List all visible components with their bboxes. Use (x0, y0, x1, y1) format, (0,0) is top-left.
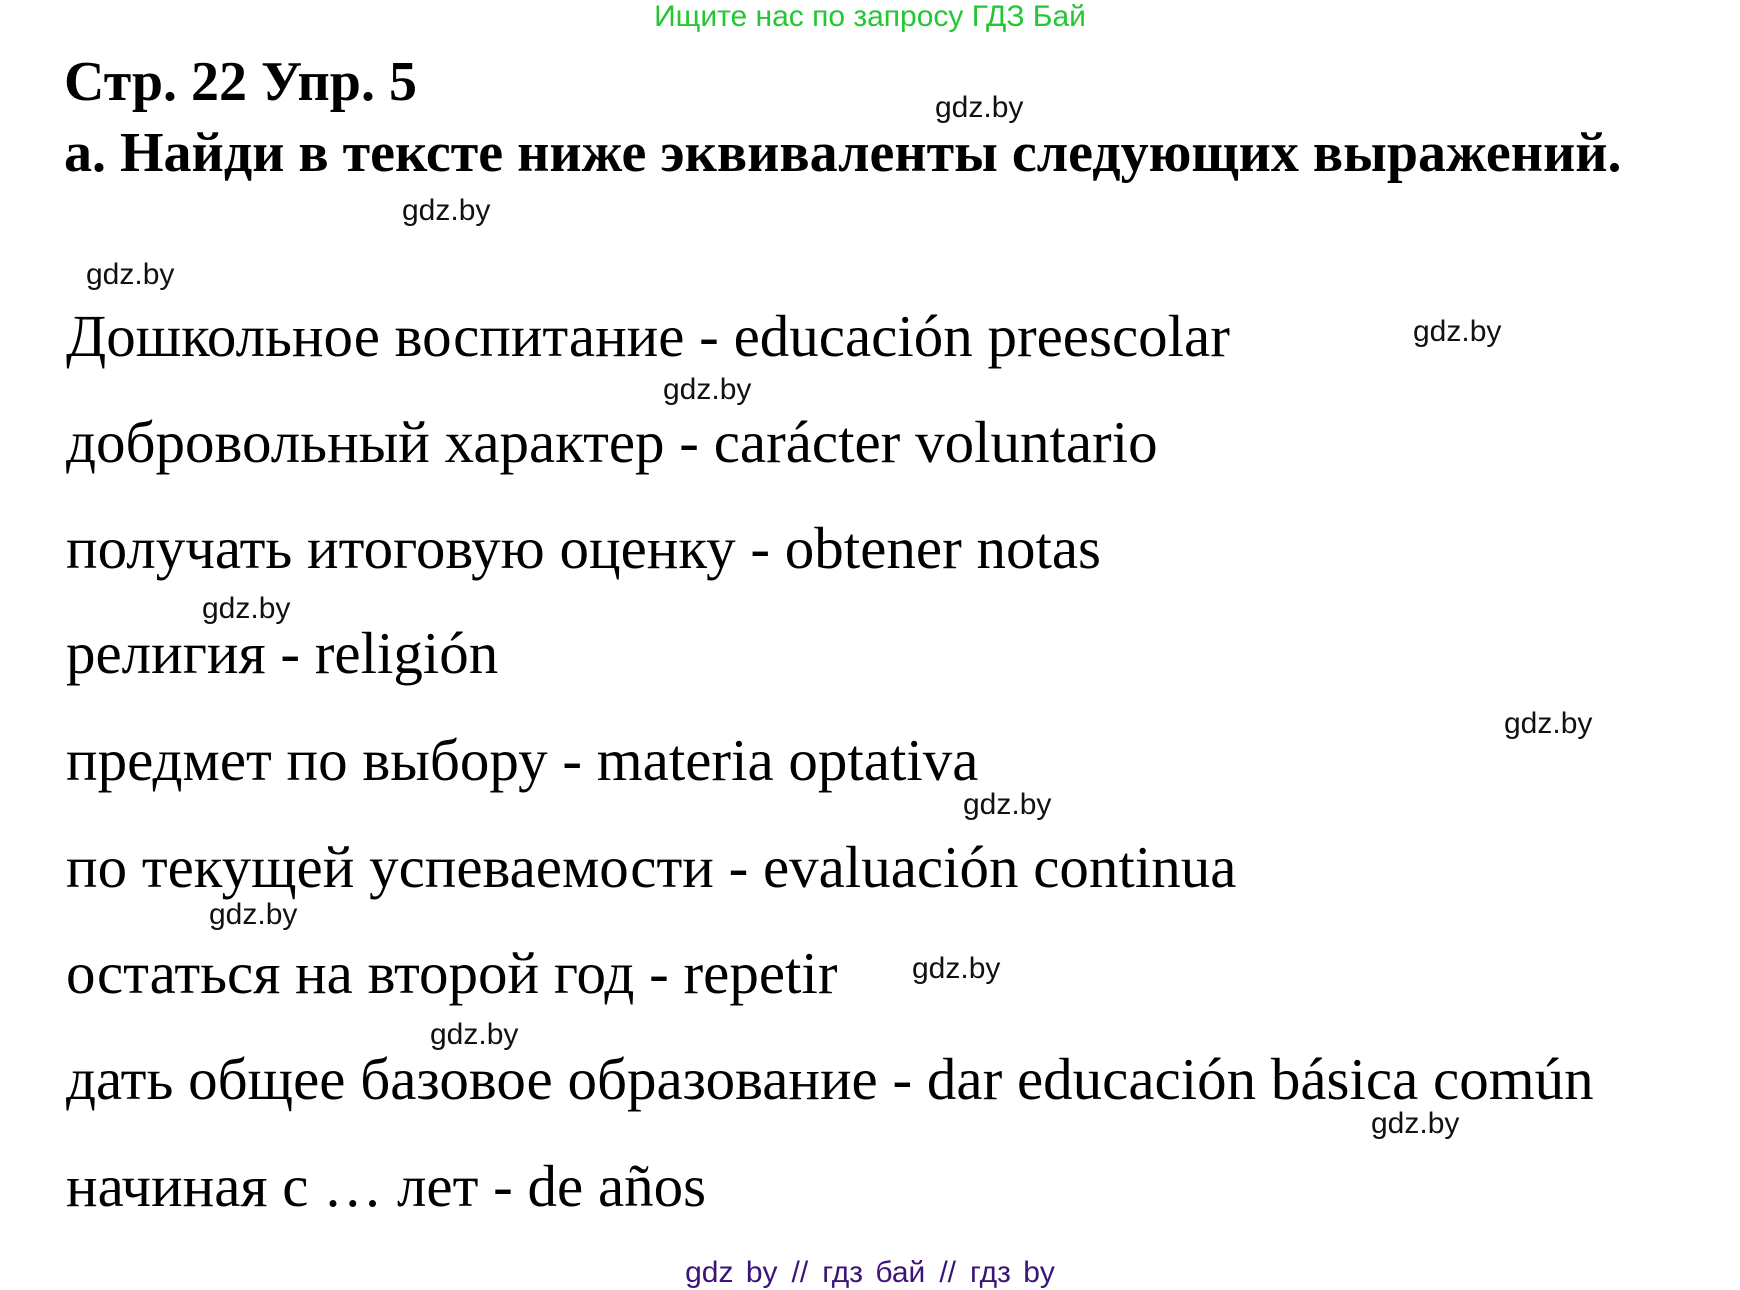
watermark: gdz.by (912, 952, 1001, 985)
search-hint-banner: Ищите нас по запросу ГДЗ Бай (654, 0, 1086, 33)
footer-separator: // (791, 1256, 809, 1289)
list-item: предмет по выбору - materia optativa (66, 727, 979, 793)
list-item: получать итоговую оценку - obtener notas (66, 515, 1102, 581)
footer-link-gdz-by-cyr[interactable]: гдз by (970, 1256, 1055, 1289)
watermark: gdz.by (86, 258, 175, 291)
page-title: Стр. 22 Упр. 5 (64, 51, 417, 113)
list-item: по текущей успеваемости - evaluación continua (66, 834, 1237, 900)
list-item: добровольный характер - carácter voluntario (66, 409, 1158, 475)
watermark: gdz.by (1371, 1107, 1460, 1140)
list-item: остаться на второй год - repetir (66, 940, 838, 1006)
watermark: gdz.by (402, 194, 491, 227)
watermark: gdz.by (935, 91, 1024, 124)
list-item: религия - religión (66, 620, 499, 686)
footer-link-gdz-by[interactable]: gdz by (685, 1256, 778, 1289)
watermark: gdz.by (202, 592, 291, 625)
watermark: gdz.by (663, 373, 752, 406)
footer-link-gdz-bai[interactable]: гдз бай (822, 1256, 926, 1289)
footer-separator: // (939, 1256, 956, 1289)
watermark: gdz.by (1413, 315, 1502, 348)
footer-links (0, 1256, 1740, 1290)
watermark: gdz.by (1504, 707, 1593, 740)
task-heading: a. Найди в тексте ниже эквиваленты следующих выражений. (64, 122, 1622, 184)
list-item: Дошкольное воспитание - educación preescolar (66, 303, 1230, 369)
watermark: gdz.by (209, 898, 298, 931)
list-item: начиная с … лет - de años (66, 1153, 707, 1219)
watermark: gdz.by (963, 788, 1052, 821)
list-item: дать общее базовое образование - dar educación básica común (66, 1046, 1594, 1112)
watermark: gdz.by (430, 1018, 519, 1051)
